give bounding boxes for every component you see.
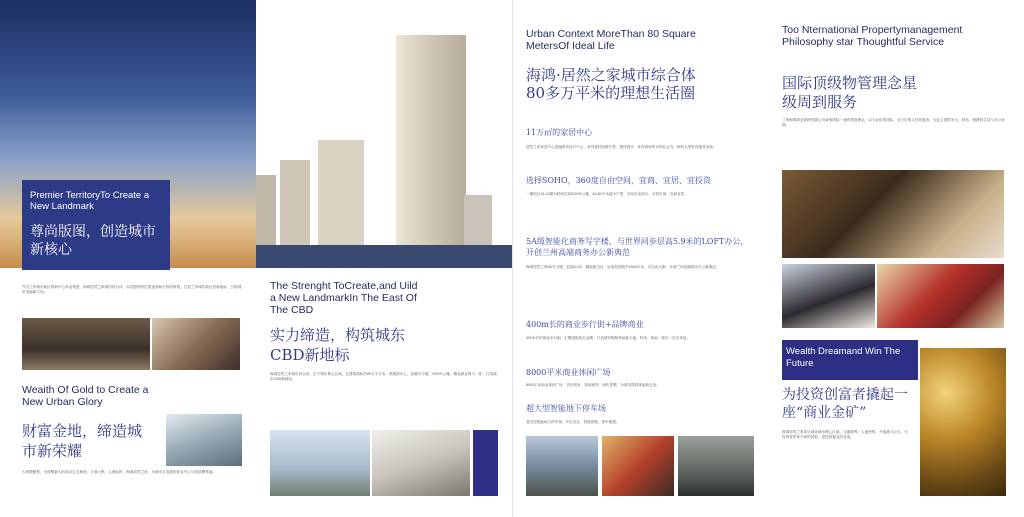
hero-title-cn: 尊尚版图，创造城市新核心 <box>30 224 156 258</box>
hero-title-en: Premier TerritoryTo Create a New Landmark <box>30 190 150 212</box>
item-soho: 选择SOHO，360度自由空间，宜商、宜居、宜投资 <box>526 176 711 185</box>
item-parking: 超大型智能地下停车场 <box>526 404 606 413</box>
panel1-body: 作为兰州城东新区的新中心商业集团，海鸿居然之家城市综合体，以其独特的位置优势和宏伟的规划，打造兰州城东新区首席地标，引领城市发展新方向。 <box>22 285 242 294</box>
panel3-title-en: Urban Context MoreThan 80 Square MetersOf Ideal Life <box>526 28 696 52</box>
item-plaza: 8000平米商业休闲广场 <box>526 368 611 377</box>
item-pedestrian: 400m长的商业步行街+品牌商业 <box>526 320 644 329</box>
panel4-title-en: Too Nternational Propertymanagement Philosophy star Thoughtful Service <box>782 24 963 48</box>
panel4-body: 兰州海鸿物业管理有限公司秉承国际一流的物管理念，以专业化的团队、全方位的人性化服务，为业主提供安全、舒适、便捷的生活与办公环境。 <box>782 118 1005 127</box>
item-body-5: 超大型智能地下停车场，车位充足，智能管理，停车便捷。 <box>526 420 620 424</box>
accent-block <box>473 430 498 496</box>
section-title-en: Weaith Of Gold to Create a New Urban Glory <box>22 384 149 408</box>
panel4-title-cn: 国际顶级物管理念星级周到服务 <box>782 74 918 111</box>
wealth-title-en: Wealth Dreamand Win The Future <box>786 346 901 369</box>
item-body-0: 居然之家家居中心是融家居设计中心、家具建材品牌专营、建材超市、家具商场等多种业态为一体的大型家具建材卖场。 <box>526 145 717 149</box>
skyline-buildings <box>256 0 512 268</box>
market-photo <box>602 436 674 496</box>
receptionist-photo <box>782 264 875 328</box>
towers-render-image <box>270 430 370 496</box>
item-body-3: 400米长的商业步行街，汇聚国际知名品牌，打造城东购物休闲新天地，时尚、休闲、娱乐一站式体验。 <box>526 336 691 340</box>
item-home-center: 11万㎡的家居中心 <box>526 128 593 137</box>
panel-1 <box>0 0 256 517</box>
item-body-1: 一期项目18-24楼为时尚空间SOHO公寓，40-80平米超小户型，空间自由组合，可居可商，宜商宜居。 <box>526 192 688 196</box>
item-body-4: 8000平米商业休闲广场，音乐喷泉、休闲座椅、绿化景观，为城市提供休闲新去处。 <box>526 383 660 387</box>
panel-4 <box>768 0 1024 517</box>
wealth-title-cn: 为投资创富者撬起一座“商业金矿” <box>782 387 908 421</box>
concierge-photo <box>782 170 1004 258</box>
service-desk-photo <box>877 264 1004 328</box>
shoppers-image <box>152 318 240 370</box>
item-body-2: 海鸿居然之家5A写字楼，层高5.9米，精装修交付，标准层面积约1600平米，可自由分割，开创兰州高端商务办公新典范。 <box>526 265 720 269</box>
panel3-title-cn: 海鸿·居然之家城市综合体80多万平米的理想生活圈 <box>526 66 696 102</box>
item-office: 5A级智能化商务写字楼，与世界同步层高5.9米的LOFT办公，开创兰州高端商务办公新典范 <box>526 237 749 257</box>
wealth-body: 海鸿居然之家项目地处城东核心区域，交通便利，人流密集，升值潜力巨大，为投资者带来丰厚的回报，是投资置业的首选。 <box>782 430 908 439</box>
panel2-title-cn: 实力缔造，构筑城东CBD新地标 <box>270 326 406 364</box>
gold-coins-photo <box>920 348 1006 496</box>
mall-street-image <box>22 318 150 370</box>
street-photo <box>526 436 598 496</box>
panel2-title-en: The Strenght ToCreate,and Uild a New LandmarkIn The East Of The CBD <box>270 280 418 316</box>
section-body: 大规模聚集，为规模最大的商业生态系统，万商云集，人流如织，海鸿居然之家，为城市打造新的商业中心与财富聚集地。 <box>22 470 217 474</box>
panel-3 <box>512 0 768 517</box>
panel2-body: 海鸿居然之家城市综合体，位于城东核心区域，总建筑面积约80万平方米，集购物中心、高端写字楼、SOHO公寓、精品商业街于一体，打造城东CBD新地标。 <box>270 372 497 381</box>
section-title-cn: 财富金地，缔造城市新荣耀 <box>22 422 143 460</box>
atrium-image <box>166 414 242 466</box>
parking-photo <box>678 436 754 496</box>
panel-2 <box>256 0 512 517</box>
office-interior-image <box>372 430 470 496</box>
